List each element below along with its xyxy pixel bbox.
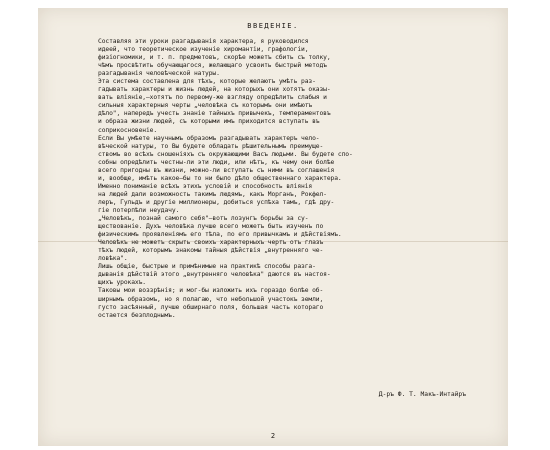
document-title: ВВЕДЕНIЕ. <box>247 22 299 30</box>
body-line: всего пригодны въ жизни, можно-ли вступать съ ними въ соглашенiя <box>98 166 335 174</box>
body-line: Таковы мои воззрѣнiя; и мог-бы изложить ихъ гораздо болѣе об- <box>98 287 324 295</box>
body-line: дыванiя дѣйствiй этого „внутренняго человѣка" даются въ настоя- <box>98 271 331 279</box>
body-line: физическимъ проявленiямъ его тѣла, по его привычкамъ и дѣйствiямъ. <box>98 231 342 239</box>
body-line: на людей дали возможность такимъ людямъ, какъ Морганъ, Рокфел- <box>98 190 327 198</box>
body-line: „Человѣкъ, познай самого себя"—вотъ лозунгъ борьбы за су- <box>98 215 309 223</box>
body-line: разгадыванiя человѣческой натуры. <box>98 70 220 78</box>
body-line: дѣло", напередъ учесть знанiе тайныхъ привычекъ, темпераментовъ <box>98 110 331 118</box>
document-body <box>98 38 458 320</box>
body-line: густо засѣянный, лучше обширнаго поля, большая часть котораго <box>98 303 324 311</box>
page-number: 2 <box>270 432 276 440</box>
body-line: леръ, Гульдъ и другiе миллионеры, добиться успѣха тамъ, гдѣ дру- <box>98 198 335 206</box>
body-line: сильныя характерныя черты „человѣка съ которымъ они имѣютъ <box>98 102 313 110</box>
document-page <box>38 8 508 446</box>
body-line: ществованiе. Духъ человѣка лучше всего можетъ быть изученъ по <box>98 223 324 231</box>
body-line: физiогномики, и т. п. предметовъ, скорѣе можетъ сбить съ толку, <box>98 54 331 62</box>
body-line: тѣхъ людей, которымъ знакомы тайныя дѣйствiя „внутренняго че- <box>98 247 324 255</box>
body-line: Человѣкъ не можетъ скрыть своихъ характерныхъ чертъ отъ глазъ <box>98 239 324 247</box>
body-line: ствомъ во всѣхъ сношенiяхъ съ окружающими Васъ людьми. Вы будете спо- <box>98 150 353 158</box>
body-line: ловѣка". <box>98 255 128 263</box>
body-line: соприкосновенiе. <box>98 126 158 134</box>
body-line: Лишь общiе, быстрые и примѣнимые на практикѣ способы разга- <box>98 263 316 271</box>
body-line: и, вообще, имѣть какое—бы то ни было дѣло общественнаго характера. <box>98 174 342 182</box>
body-line: гiе потерпѣли неудачу. <box>98 206 180 214</box>
body-line: Эта система составлена для тѣхъ, которые желаютъ умѣть раз- <box>98 78 316 86</box>
body-line: Именно пониманiе всѣхъ этихъ условiй и способность влiянiя <box>98 182 313 190</box>
body-line: щихъ урокахъ. <box>98 279 146 287</box>
body-line: идеей, что теоретическое изученiе хиромантiи, графологiи, <box>98 46 309 54</box>
body-line: чѣмъ просвѣтить обучающагося, желающаго усвоить быстрый методъ <box>98 62 327 70</box>
body-line: Составляя эти уроки разгадыванiя характера, я руководился <box>98 38 309 45</box>
body-line: и образа жизни людей, съ которыми имъ приходится вступать въ <box>98 118 320 126</box>
body-line: гадывать характеры и жизнь людей, на которыхъ они хотятъ оказы- <box>98 86 331 94</box>
body-line: остается безплоднымъ. <box>98 311 176 319</box>
body-line: собны опредѣлить честны-ли эти люди, или нѣтъ, къ чему они болѣе <box>98 158 335 166</box>
body-line: вѣческой натуры, то Вы будете обладать рѣшительнымъ преимуще- <box>98 142 324 150</box>
body-line: Если Вы умѣете научнымъ образомъ разгадывать характеръ чело- <box>98 134 320 142</box>
author-signature: Д-ръ Ф. Т. Макъ-Интайръ <box>378 391 466 398</box>
body-line: вать влiянiе,—хотятъ по первому-же взгляду опредѣлить слабыя и <box>98 94 327 102</box>
body-line: ширнымъ образомъ, но я полагаю, что небольшой участокъ земли, <box>98 295 324 303</box>
